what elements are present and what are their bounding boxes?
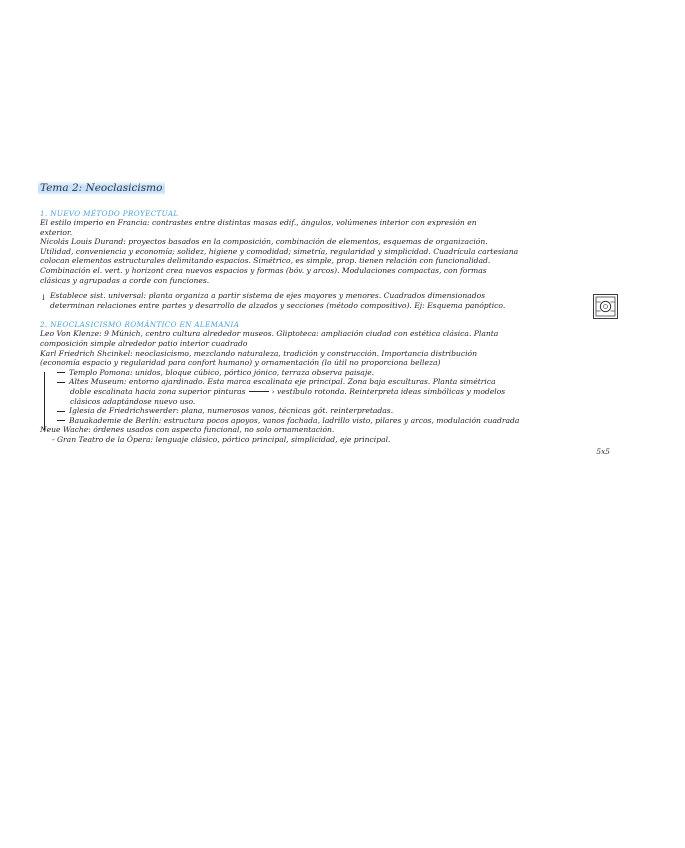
- list-item: Templo Pomona: unidos, bloque cúbico, pórtico jónico, terraza observa paisaje.: [40, 368, 645, 378]
- panoptic-plan-icon: [593, 294, 618, 319]
- text-line: clásicas y agrupadas a corde con funciones.: [40, 275, 210, 285]
- list-bracket: [44, 372, 51, 430]
- section-2-heading: 2. NEOCLASICISMO ROMÁNTICO EN ALEMANIA: [40, 320, 240, 330]
- arrow-note: [40, 291, 645, 310]
- right-arrow-icon: [249, 391, 269, 392]
- text-line: - Gran Teatro de la Ópera: lenguaje clásico, pórtico principal, simplicidad, eje principal.: [52, 434, 391, 444]
- text-line: exterior.: [40, 227, 73, 237]
- page-title: Tema 2: Neoclasicismo: [38, 181, 165, 195]
- text-line: Neue Wache: órdenes usados con aspecto funcional, no solo ornamentación.: [40, 425, 335, 435]
- text-line: determinan relaciones entre partes y desarrollo de alzados y secciones (método compositivo). Ej: Esquema panóptico.: [50, 300, 506, 310]
- text-line: Establece sist. universal: planta organiza a partir sistema de ejes mayores y menores. Cuadrados dimensionados: [50, 291, 486, 301]
- text-line: Utilidad, conveniencia y economía; solidez, higiene y comodidad; simetría, regularidad y simplicidad. Cuadrícula cartesiana: [40, 246, 519, 256]
- list-item: Iglesia de Friedrichswerder: plana, numerosos vanos, técnicas gót. reinterpretadas.: [40, 406, 645, 416]
- text-line: (economía espacio y regularidad para confort humano) y ornamentación (lo útil no proporciona belleza): [40, 358, 441, 368]
- text-line: Combinación el. vert. y horizont crea nuevos espacios y formas (bóv. y arcos). Modulaciones compactas, con formas: [40, 265, 487, 275]
- text-line: Nicolás Louis Durand: proyectos basados en la composición, combinación de elementos, esquemas de organización.: [40, 237, 488, 247]
- list-item: Bauakademie de Berlín: estructura pocos apoyos, vanos fachada, ladrillo visto, pilares y arcos, modulación cuadrada: [40, 416, 645, 426]
- sub-list: [40, 368, 645, 426]
- down-arrow-icon: ↓: [40, 293, 47, 303]
- text-line: Leo Von Klenze: 9 Múnich, centro cultura alrededor museos. Gliptoteca: ampliación ciudad con estética clásica. Planta: [40, 329, 499, 339]
- list-item: Altes Museum: entorno ajardinado. Esta marca escalinata eje principal. Zona baja esculturas. Planta simétrica: [40, 377, 645, 387]
- text-line: colocan elementos estructurales delimitando espacios. Simétrico, es simple, prop. tienen relación con funcionalidad.: [40, 256, 491, 266]
- section-1-heading: 1. NUEVO MÉTODO PROYECTUAL: [40, 209, 179, 218]
- notes: [40, 176, 645, 456]
- list-item: doble escalinata hacia zona superior pinturas › vestíbulo rotonda. Reinterpreta ideas simbólicas y modelos: [70, 386, 506, 396]
- text-line: El estilo imperio en Francia: contrastes entre distintas masas edif., ángulos, volúmenes interior con expresión en: [40, 218, 477, 227]
- text-line: composición simple alrededor patio interior cuadrado: [40, 338, 248, 348]
- text-line: Karl Friedrich Shcinkel: neoclasicismo, mezclando naturaleza, tradición y construcción. Importancia distribución: [40, 348, 477, 358]
- list-item: clásicos adaptándose nuevo uso.: [70, 396, 196, 406]
- dimension-note: 5x5: [596, 447, 610, 456]
